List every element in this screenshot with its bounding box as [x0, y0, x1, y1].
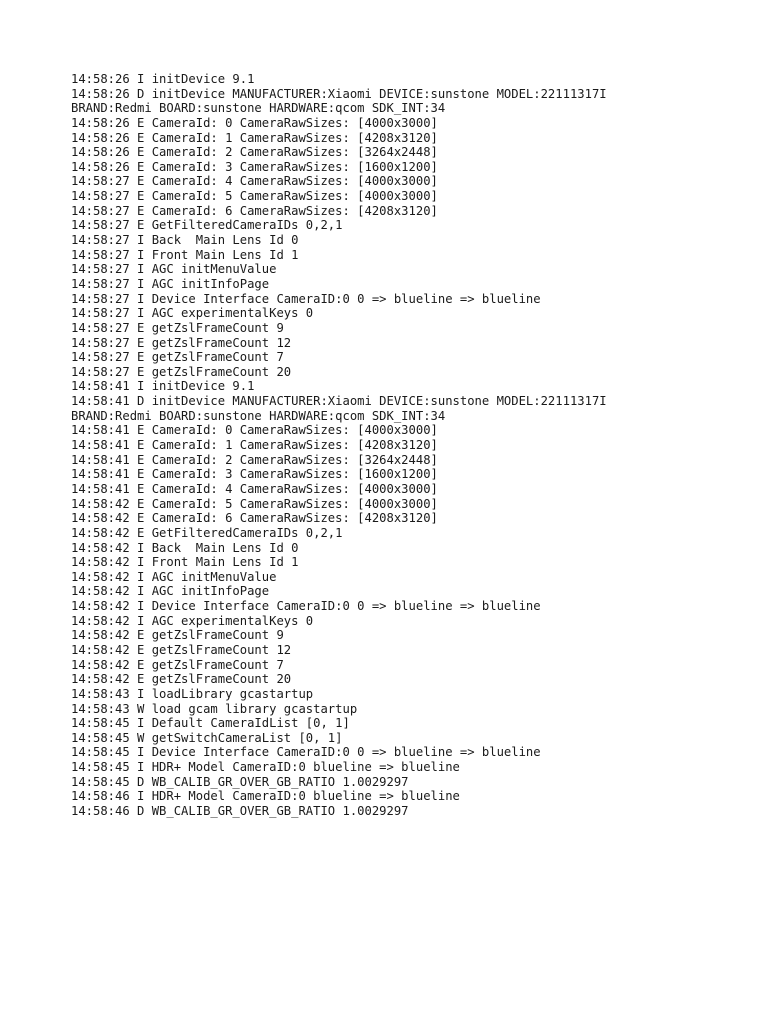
log-text-block: [71, 72, 751, 819]
log-line: 14:58:26 E CameraId: 2 CameraRawSizes: [3264x2448]: [71, 145, 438, 160]
log-line: 14:58:45 I HDR+ Model CameraID:0 blueline => blueline: [71, 760, 460, 775]
log-line: 14:58:42 E getZslFrameCount 7: [71, 657, 284, 672]
log-line: 14:58:42 E CameraId: 6 CameraRawSizes: [4208x3120]: [71, 511, 438, 526]
log-line: 14:58:41 E CameraId: 3 CameraRawSizes: [1600x1200]: [71, 467, 438, 482]
log-line: 14:58:42 I AGC experimentalKeys 0: [71, 613, 314, 628]
log-line: 14:58:41 E CameraId: 4 CameraRawSizes: [4000x3000]: [71, 481, 438, 496]
log-line: 14:58:45 I Default CameraIdList [0, 1]: [71, 716, 350, 731]
log-line: 14:58:42 I Front Main Lens Id 1: [71, 555, 299, 570]
log-line: 14:58:42 E getZslFrameCount 9: [71, 628, 284, 643]
log-line: 14:58:27 I Back Main Lens Id 0: [71, 233, 299, 248]
log-line: 14:58:41 E CameraId: 2 CameraRawSizes: [3264x2448]: [71, 452, 438, 467]
log-line: 14:58:27 E GetFilteredCameraIDs 0,2,1: [71, 218, 343, 233]
log-line: 14:58:27 E getZslFrameCount 12: [71, 335, 292, 350]
log-line: 14:58:42 E GetFilteredCameraIDs 0,2,1: [71, 525, 343, 540]
log-line: 14:58:26 E CameraId: 0 CameraRawSizes: [4000x3000]: [71, 115, 438, 130]
log-line: 14:58:27 E getZslFrameCount 7: [71, 350, 284, 365]
log-line: 14:58:27 E CameraId: 5 CameraRawSizes: [4000x3000]: [71, 189, 438, 204]
log-line: 14:58:42 I AGC initMenuValue: [71, 569, 277, 584]
log-line: 14:58:42 E getZslFrameCount 12: [71, 642, 292, 657]
log-line: 14:58:27 I Device Interface CameraID:0 0 => blueline => blueline: [71, 291, 541, 306]
log-line: 14:58:43 I loadLibrary gcastartup: [71, 686, 314, 701]
log-line: BRAND:Redmi BOARD:sunstone HARDWARE:qcom SDK_INT:34: [71, 408, 446, 423]
log-line: 14:58:27 E getZslFrameCount 20: [71, 364, 292, 379]
log-line: 14:58:43 W load gcam library gcastartup: [71, 701, 358, 716]
log-line: 14:58:26 E CameraId: 3 CameraRawSizes: [1600x1200]: [71, 159, 438, 174]
log-line: 14:58:27 E CameraId: 4 CameraRawSizes: [4000x3000]: [71, 174, 438, 189]
log-line: 14:58:26 I initDevice 9.1: [71, 72, 255, 86]
log-line: 14:58:27 I Front Main Lens Id 1: [71, 247, 299, 262]
log-line: 14:58:42 E getZslFrameCount 20: [71, 672, 292, 687]
log-line: 14:58:41 D initDevice MANUFACTURER:Xiaomi DEVICE:sunstone MODEL:22111317I: [71, 394, 607, 409]
log-line: 14:58:41 I initDevice 9.1: [71, 379, 255, 394]
log-line: 14:58:41 E CameraId: 1 CameraRawSizes: [4208x3120]: [71, 438, 438, 453]
log-line: 14:58:45 I Device Interface CameraID:0 0 => blueline => blueline: [71, 745, 541, 760]
log-line: 14:58:42 I AGC initInfoPage: [71, 584, 270, 599]
log-line: 14:58:41 E CameraId: 0 CameraRawSizes: [4000x3000]: [71, 423, 438, 438]
log-line: 14:58:27 I AGC initMenuValue: [71, 262, 277, 277]
log-line: 14:58:45 W getSwitchCameraList [0, 1]: [71, 730, 343, 745]
log-line: 14:58:42 E CameraId: 5 CameraRawSizes: [4000x3000]: [71, 496, 438, 511]
log-line: 14:58:27 I AGC initInfoPage: [71, 276, 270, 291]
log-line: 14:58:27 E CameraId: 6 CameraRawSizes: [4208x3120]: [71, 203, 438, 218]
log-line: 14:58:26 E CameraId: 1 CameraRawSizes: [4208x3120]: [71, 130, 438, 145]
log-line: 14:58:46 D WB_CALIB_GR_OVER_GB_RATIO 1.0029297: [71, 804, 409, 819]
log-line: 14:58:42 I Back Main Lens Id 0: [71, 540, 299, 555]
log-line: 14:58:27 E getZslFrameCount 9: [71, 320, 284, 335]
log-line: 14:58:27 I AGC experimentalKeys 0: [71, 306, 314, 321]
log-line: BRAND:Redmi BOARD:sunstone HARDWARE:qcom SDK_INT:34: [71, 101, 446, 116]
log-line: 14:58:46 I HDR+ Model CameraID:0 blueline => blueline: [71, 789, 460, 804]
log-line: 14:58:42 I Device Interface CameraID:0 0 => blueline => blueline: [71, 599, 541, 614]
log-line: 14:58:26 D initDevice MANUFACTURER:Xiaomi DEVICE:sunstone MODEL:22111317I: [71, 86, 607, 101]
log-line: 14:58:45 D WB_CALIB_GR_OVER_GB_RATIO 1.0029297: [71, 774, 409, 789]
